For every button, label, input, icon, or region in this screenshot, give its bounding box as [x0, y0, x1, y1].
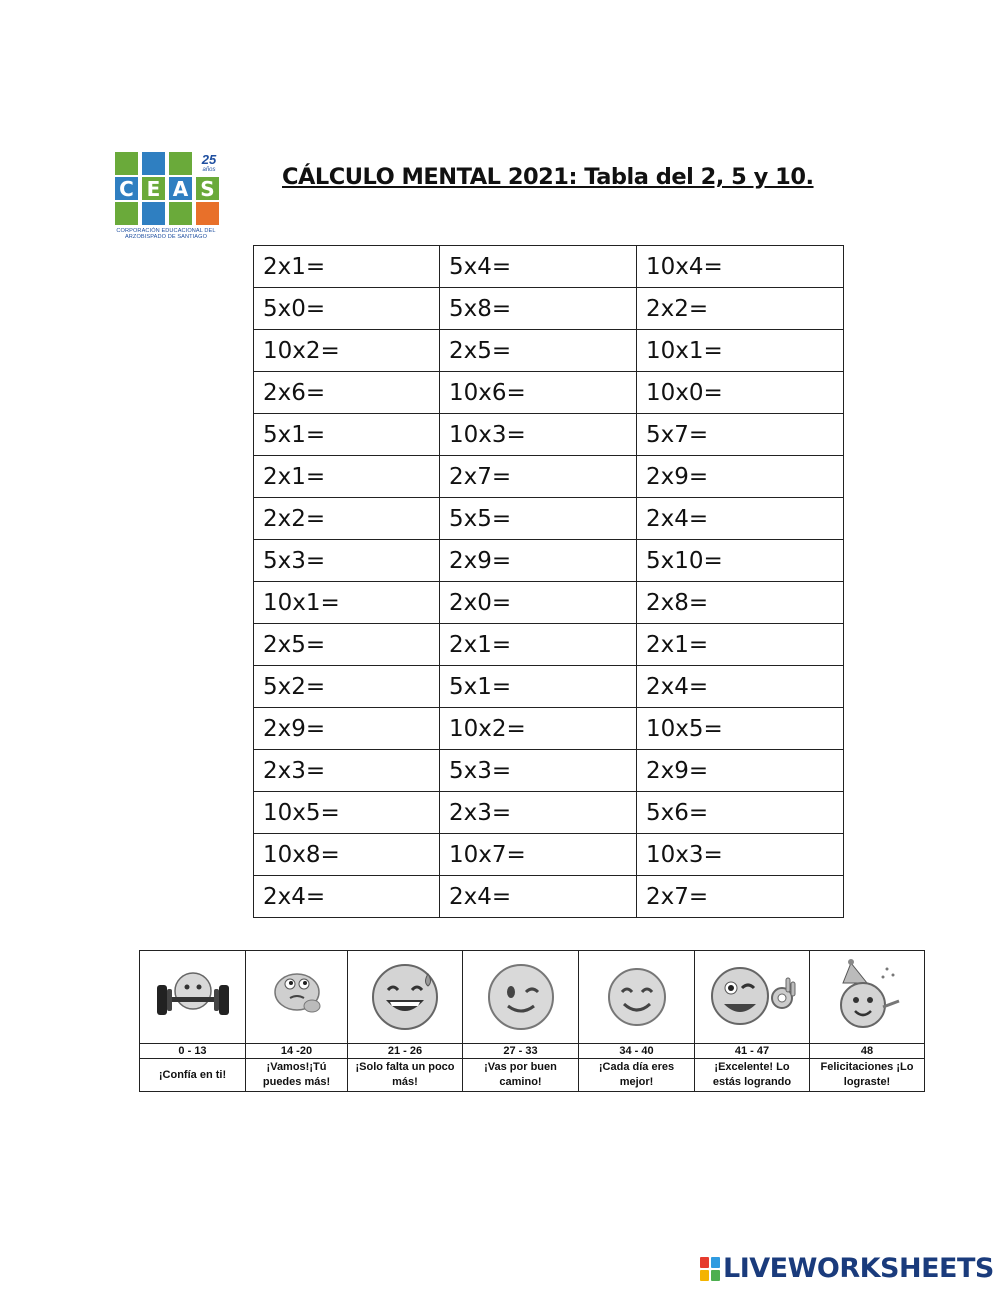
- score-range: 48: [810, 1044, 925, 1059]
- exercise-row: [254, 498, 844, 540]
- score-message: ¡Excelente! Lo estás logrando: [695, 1059, 810, 1092]
- score-scale-table: [139, 950, 925, 1092]
- exercise-cell: 2x1=: [440, 624, 637, 666]
- exercise-cell: 10x3=: [440, 414, 637, 456]
- logo-letter-a: A: [169, 177, 192, 200]
- exercise-cell: 10x8=: [254, 834, 440, 876]
- exercise-cell: 2x9=: [637, 750, 844, 792]
- exercise-cell: 10x4=: [637, 246, 844, 288]
- score-ranges-row: [140, 1044, 925, 1059]
- score-range: 41 - 47: [695, 1044, 810, 1059]
- exercise-cell: 5x10=: [637, 540, 844, 582]
- exercise-cell: 10x1=: [637, 330, 844, 372]
- thinking-face-icon: [262, 962, 332, 1032]
- scale-cell-6: [695, 951, 810, 1044]
- exercise-cell: 2x3=: [254, 750, 440, 792]
- exercise-cell: 10x6=: [440, 372, 637, 414]
- exercise-row: [254, 414, 844, 456]
- exercise-cell: 10x5=: [637, 708, 844, 750]
- dumbbell-face-icon: [153, 957, 233, 1037]
- exercise-cell: 2x1=: [254, 246, 440, 288]
- score-messages-row: [140, 1059, 925, 1092]
- exercise-cell: 10x3=: [637, 834, 844, 876]
- exercise-cell: 10x2=: [440, 708, 637, 750]
- scale-cell-7: [810, 951, 925, 1044]
- scale-cell-5: [579, 951, 695, 1044]
- exercise-row: [254, 876, 844, 918]
- logo-letter-e: E: [142, 177, 165, 200]
- score-range: 27 - 33: [463, 1044, 579, 1059]
- exercise-cell: 10x7=: [440, 834, 637, 876]
- exercise-cell: 2x4=: [440, 876, 637, 918]
- exercise-row: [254, 666, 844, 708]
- exercise-row: [254, 540, 844, 582]
- exercise-cell: 10x2=: [254, 330, 440, 372]
- exercise-row: [254, 246, 844, 288]
- brand-blocks-icon: [700, 1257, 720, 1281]
- exercise-cell: 5x2=: [254, 666, 440, 708]
- ok-wink-face-icon: [704, 962, 800, 1032]
- scale-cell-3: [348, 951, 463, 1044]
- exercise-cell: 5x1=: [254, 414, 440, 456]
- exercise-cell: 2x0=: [440, 582, 637, 624]
- exercise-cell: 2x2=: [254, 498, 440, 540]
- exercise-row: [254, 708, 844, 750]
- ceas-logo: [113, 152, 219, 244]
- score-message: ¡Confía en ti!: [140, 1059, 246, 1092]
- wink-face-icon: [484, 960, 558, 1034]
- scale-cell-1: [140, 951, 246, 1044]
- exercise-cell: 10x0=: [637, 372, 844, 414]
- exercise-cell: 5x4=: [440, 246, 637, 288]
- exercise-cell: 2x1=: [637, 624, 844, 666]
- exercise-cell: 2x4=: [637, 498, 844, 540]
- exercise-cell: 2x2=: [637, 288, 844, 330]
- exercise-row: [254, 330, 844, 372]
- exercise-cell: 2x5=: [440, 330, 637, 372]
- smile-face-icon: [604, 964, 670, 1030]
- logo-letter-s: S: [196, 177, 219, 200]
- exercise-cell: 10x5=: [254, 792, 440, 834]
- exercise-cell: 2x7=: [440, 456, 637, 498]
- exercise-row: [254, 624, 844, 666]
- exercise-row: [254, 582, 844, 624]
- exercise-row: [254, 792, 844, 834]
- brand-block: [700, 1257, 709, 1268]
- exercise-cell: 5x0=: [254, 288, 440, 330]
- exercise-cell: 2x8=: [637, 582, 844, 624]
- exercise-row: [254, 288, 844, 330]
- exercise-cell: 5x3=: [254, 540, 440, 582]
- logo-anniversary: 25 años: [201, 152, 217, 173]
- score-message: ¡Solo falta un poco más!: [348, 1059, 463, 1092]
- exercise-cell: 5x1=: [440, 666, 637, 708]
- liveworksheets-brand: [700, 1253, 994, 1284]
- score-message: ¡Vamos!¡Tú puedes más!: [246, 1059, 348, 1092]
- exercise-cell: 2x9=: [637, 456, 844, 498]
- exercise-cell: 2x9=: [254, 708, 440, 750]
- sweat-smile-face-icon: [368, 960, 442, 1034]
- scale-cell-4: [463, 951, 579, 1044]
- brand-block: [700, 1270, 709, 1281]
- exercise-cell: 2x4=: [254, 876, 440, 918]
- exercise-row: [254, 750, 844, 792]
- exercise-cell: 2x7=: [637, 876, 844, 918]
- exercise-cell: 2x6=: [254, 372, 440, 414]
- score-message: Felicitaciones ¡Lo lograste!: [810, 1059, 925, 1092]
- logo-subtitle: CORPORACIÓN EDUCACIONAL DEL ARZOBISPADO DE SANTIAGO: [116, 228, 216, 240]
- exercise-table: [253, 245, 844, 918]
- exercise-cell: 5x3=: [440, 750, 637, 792]
- brand-block: [711, 1257, 720, 1268]
- exercise-cell: 2x5=: [254, 624, 440, 666]
- exercise-cell: 2x3=: [440, 792, 637, 834]
- exercise-cell: 5x6=: [637, 792, 844, 834]
- exercise-row: [254, 834, 844, 876]
- score-message: ¡Cada día eres mejor!: [579, 1059, 695, 1092]
- exercise-cell: 5x5=: [440, 498, 637, 540]
- exercise-row: [254, 456, 844, 498]
- scale-cell-2: [246, 951, 348, 1044]
- exercise-cell: 2x9=: [440, 540, 637, 582]
- score-range: 0 - 13: [140, 1044, 246, 1059]
- score-range: 34 - 40: [579, 1044, 695, 1059]
- score-range: 14 -20: [246, 1044, 348, 1059]
- exercise-cell: 2x1=: [254, 456, 440, 498]
- exercise-cell: 5x8=: [440, 288, 637, 330]
- exercise-cell: 2x4=: [637, 666, 844, 708]
- exercise-row: [254, 372, 844, 414]
- brand-text: LIVEWORKSHEETS: [723, 1253, 994, 1284]
- logo-letter-c: C: [115, 177, 138, 200]
- party-face-icon: [827, 957, 907, 1037]
- score-range: 21 - 26: [348, 1044, 463, 1059]
- page-title: CÁLCULO MENTAL 2021: Tabla del 2, 5 y 10.: [282, 164, 814, 190]
- exercise-cell: 5x7=: [637, 414, 844, 456]
- exercise-cell: 10x1=: [254, 582, 440, 624]
- logo-grid: [115, 152, 219, 226]
- score-message: ¡Vas por buen camino!: [463, 1059, 579, 1092]
- score-icons-row: [140, 951, 925, 1044]
- brand-block: [711, 1270, 720, 1281]
